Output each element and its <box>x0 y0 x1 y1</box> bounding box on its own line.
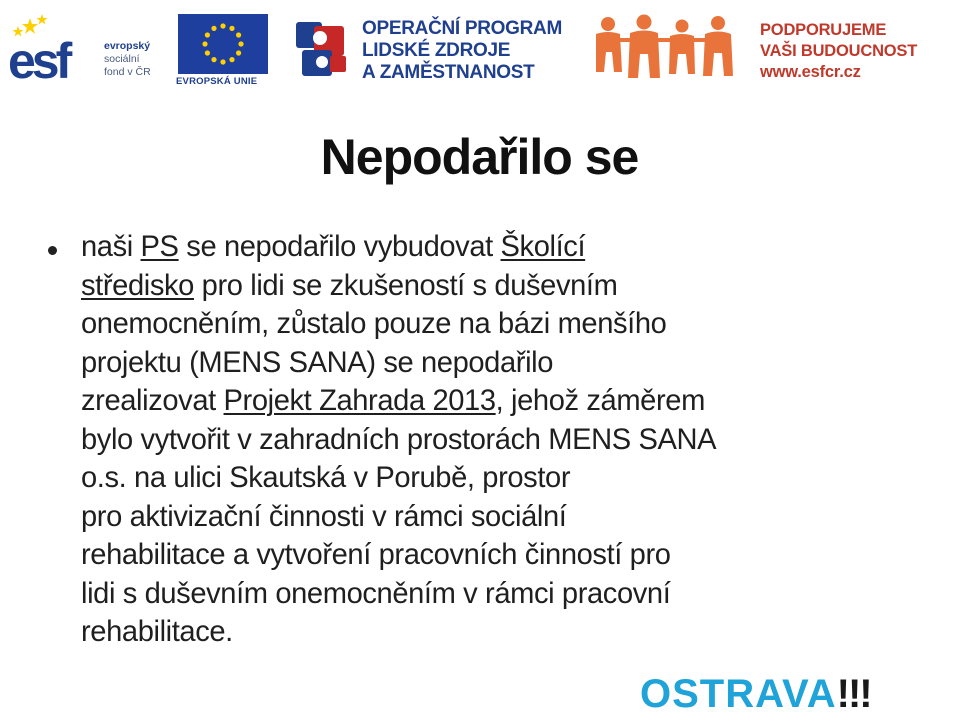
website-link[interactable]: www.esfcr.cz <box>760 63 861 81</box>
text-line: naši PS se nepodařilo vybudovat Školící <box>81 230 586 263</box>
text-line: zrealizovat Projekt Zahrada 2013, jehož záměrem <box>81 384 705 417</box>
people-figures-icon <box>592 14 742 86</box>
text-line: onemocněním, zůstalo pouze na bázi menšího <box>81 307 667 340</box>
slide-title: Nepodařilo se <box>320 129 639 185</box>
link-ps[interactable]: PS <box>140 230 179 263</box>
eu-flag-icon <box>178 14 268 74</box>
bullet-paragraph <box>81 228 915 652</box>
bullet-icon <box>48 246 57 255</box>
text-line: bylo vytvořit v zahradních prostorách MENS SANA <box>81 422 717 456</box>
text-line: pro aktivizační činnosti v rámci sociální <box>81 499 567 533</box>
slogan: PODPORUJEME VAŠI BUDOUCNOST www.esfcr.cz <box>760 21 918 81</box>
text-line: středisko pro lidi se zkušeností s duševním <box>81 268 618 302</box>
esf-logo <box>8 12 98 84</box>
text-line: lidi s duševním onemocněním v rámci pracovní <box>81 576 671 610</box>
text-line: rehabilitace. <box>81 615 233 648</box>
op-lzz-logo <box>292 16 356 84</box>
logo-banner <box>0 0 959 92</box>
text-line: rehabilitace a vytvoření pracovních činností pro <box>81 538 671 571</box>
link-skolici-stredisko-cont[interactable]: středisko <box>81 268 194 302</box>
esf-logo-text: esf <box>8 33 69 84</box>
esf-caption: evropský sociální fond v ČR <box>104 40 151 78</box>
link-projekt-zahrada[interactable]: Projekt Zahrada 2013 <box>223 384 496 417</box>
ostrava-logo: OSTRAVA!!! <box>640 672 871 716</box>
text-line: projektu (MENS SANA) se nepodařilo <box>81 345 554 379</box>
text-line: o.s. na ulici Skautská v Porubě, prostor <box>81 461 571 494</box>
eu-caption: EVROPSKÁ UNIE <box>176 76 258 87</box>
op-lzz-caption: OPERAČNÍ PROGRAM LIDSKÉ ZDROJE A ZAMĚSTNANOST <box>362 18 562 83</box>
link-skolici-stredisko[interactable]: Školící <box>500 230 586 263</box>
